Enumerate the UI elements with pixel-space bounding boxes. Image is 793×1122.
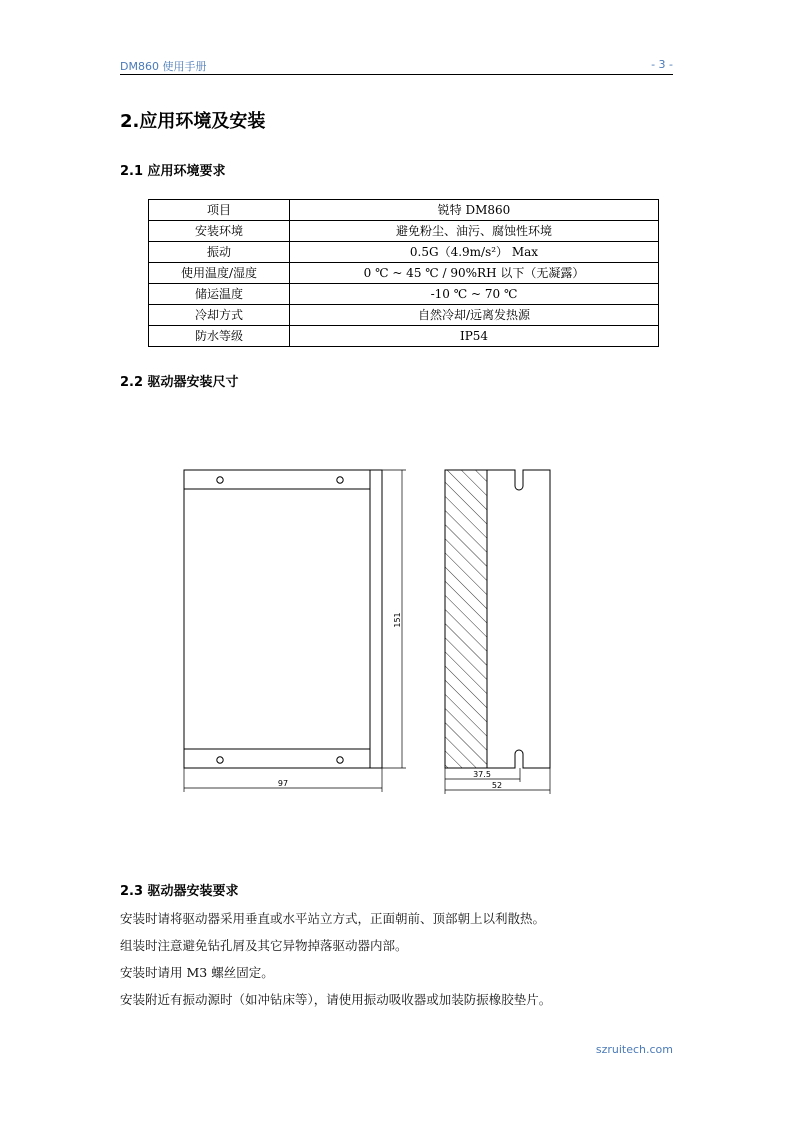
mount-hole xyxy=(217,477,223,483)
side-strip xyxy=(370,470,382,768)
mount-hole xyxy=(337,757,343,763)
subsection-title-dimensions: 2.2 驱动器安装尺寸 xyxy=(120,375,239,390)
table-cell: 振动 xyxy=(149,242,290,263)
table-row xyxy=(149,326,659,347)
dimension-hatched-label: 37.5 xyxy=(473,770,491,779)
table-cell: 防水等级 xyxy=(149,326,290,347)
install-requirement-4: 安装附近有振动源时（如冲钻床等），请使用振动吸收器或加装防振橡胶垫片。 xyxy=(120,992,552,1007)
table-cell: 锐特 DM860 xyxy=(290,200,659,221)
table-row xyxy=(149,200,659,221)
table-cell: 冷却方式 xyxy=(149,305,290,326)
table-row xyxy=(149,221,659,242)
table-cell: 项目 xyxy=(149,200,290,221)
install-requirement-3: 安装时请用 M3 螺丝固定。 xyxy=(120,965,274,980)
install-requirement-1: 安装时请将驱动器采用垂直或水平站立方式，正面朝前、顶部朝上以利散热。 xyxy=(120,911,546,926)
table-row xyxy=(149,263,659,284)
front-view xyxy=(184,470,406,792)
table-cell: 0 ℃ ~ 45 ℃ / 90%RH 以下（无凝露） xyxy=(290,263,659,284)
page-header xyxy=(120,56,673,75)
table-cell: 避免粉尘、油污、腐蚀性环境 xyxy=(290,221,659,242)
table-cell: 使用温度/湿度 xyxy=(149,263,290,284)
side-view xyxy=(445,470,550,794)
dimension-drawing xyxy=(170,462,590,802)
mount-hole xyxy=(217,757,223,763)
table-row xyxy=(149,305,659,326)
table-cell: -10 ℃ ~ 70 ℃ xyxy=(290,284,659,305)
mount-hole xyxy=(337,477,343,483)
dimension-width-label: 97 xyxy=(277,779,289,788)
subsection-title-env: 2.1 应用环境要求 xyxy=(120,164,226,179)
table-cell: 安装环境 xyxy=(149,221,290,242)
table-cell: 自然冷却/远离发热源 xyxy=(290,305,659,326)
section-title: 2.应用环境及安装 xyxy=(120,111,266,132)
table-row xyxy=(149,242,659,263)
header-title: DM860 使用手册 xyxy=(120,60,207,73)
side-body xyxy=(487,470,550,768)
table-row xyxy=(149,284,659,305)
dimension-height-label: 151 xyxy=(393,612,402,628)
table-cell: 储运温度 xyxy=(149,284,290,305)
table-cell: IP54 xyxy=(290,326,659,347)
hatched-heatsink xyxy=(445,470,487,768)
install-requirement-2: 组装时注意避免钻孔屑及其它异物掉落驱动器内部。 xyxy=(120,938,408,953)
table-cell: 0.5G（4.9m/s²） Max xyxy=(290,242,659,263)
dimension-side-width-label: 52 xyxy=(491,781,503,790)
front-outline xyxy=(184,470,370,768)
environment-table xyxy=(148,199,659,347)
subsection-title-install: 2.3 驱动器安装要求 xyxy=(120,884,239,899)
page-number: - 3 - xyxy=(651,58,673,71)
footer-url: szruitech.com xyxy=(595,1043,673,1056)
